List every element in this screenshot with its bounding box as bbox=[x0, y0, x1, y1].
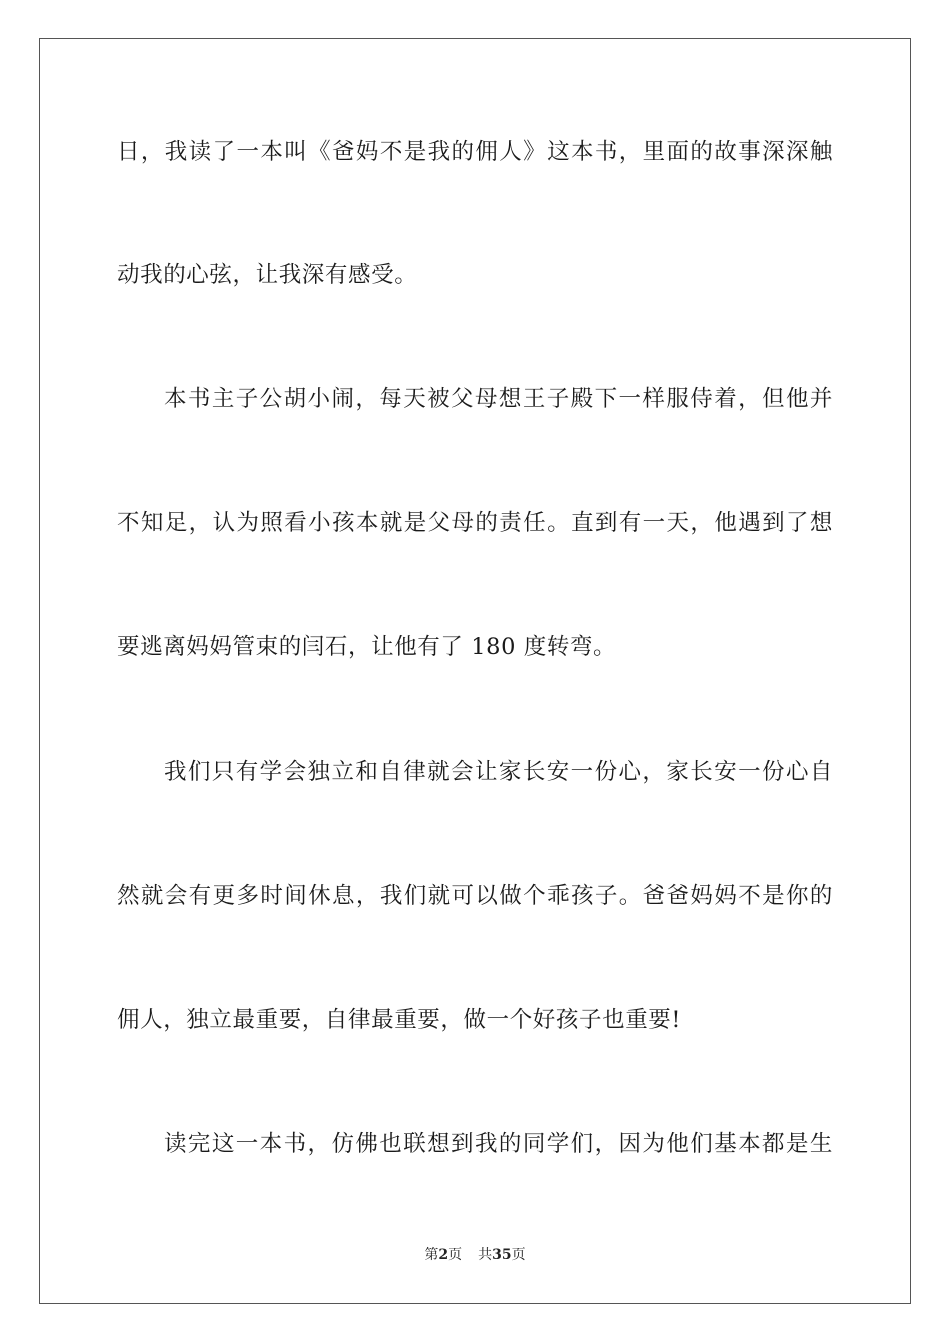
text-line-2: 动我的心弦，让我深有感受。 bbox=[117, 262, 418, 288]
footer-page-suffix: 页 bbox=[448, 1247, 463, 1263]
text-line-1: 日，我读了一本叫《爸妈不是我的佣人》这本书，里面的故事深深触 bbox=[117, 139, 833, 165]
text-line-6: 我们只有学会独立和自律就会让家长安一份心，家长安一份心自 bbox=[164, 759, 833, 785]
footer-total-prefix: 共 bbox=[478, 1247, 493, 1263]
text-line-9: 读完这一本书，仿佛也联想到我的同学们，因为他们基本都是生 bbox=[164, 1131, 833, 1157]
text-line-7: 然就会有更多时间休息，我们就可以做个乖孩子。爸爸妈妈不是你的 bbox=[117, 883, 833, 909]
footer-page-prefix: 第 bbox=[424, 1247, 439, 1263]
text-line-4: 不知足，认为照看小孩本就是父母的责任。直到有一天，他遇到了想 bbox=[117, 510, 833, 536]
page-border bbox=[39, 38, 911, 1304]
footer-total-suffix: 页 bbox=[511, 1247, 526, 1263]
page-footer bbox=[0, 1245, 950, 1265]
footer-page-number: 2 bbox=[438, 1247, 449, 1263]
text-line-5: 要逃离妈妈管束的闫石，让他有了 180 度转弯。 bbox=[117, 634, 617, 660]
text-line-3: 本书主子公胡小闹，每天被父母想王子殿下一样服侍着，但他并 bbox=[164, 386, 833, 412]
text-line-8: 佣人，独立最重要，自律最重要，做一个好孩子也重要! bbox=[117, 1007, 682, 1033]
footer-total-pages: 35 bbox=[492, 1247, 512, 1263]
